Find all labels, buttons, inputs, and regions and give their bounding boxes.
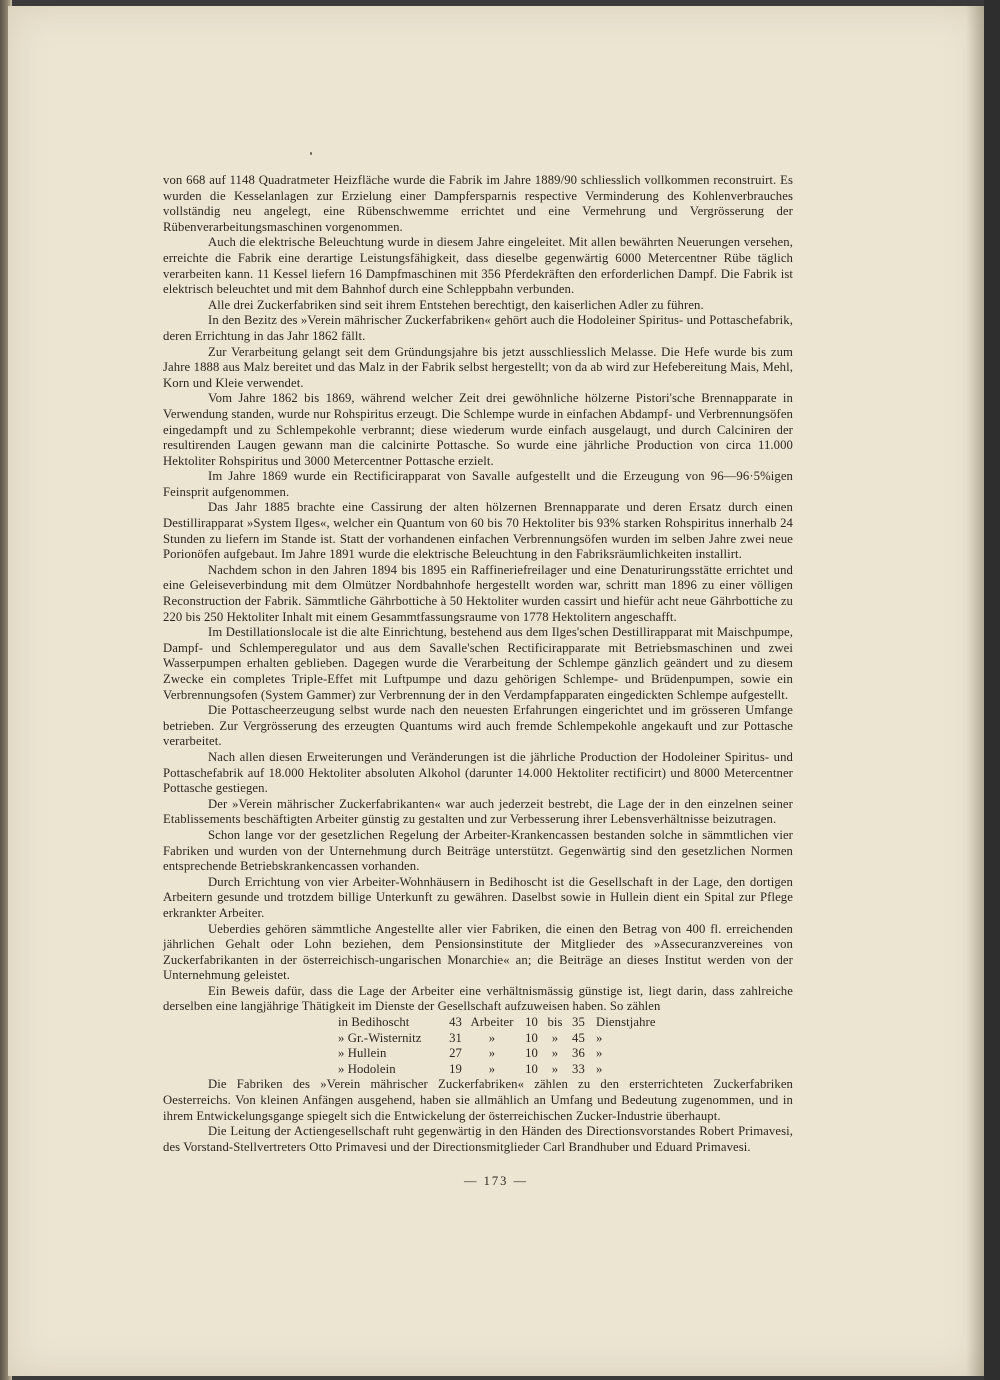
table-cell-to: 45 [572, 1030, 585, 1045]
paragraph: Auch die elektrische Beleuchtung wurde in diesem Jahre eingeleitet. Mit allen bewährten Neuerungen versehen, erreichte die Fabrik eine derartige Leistungsfähigkeit, dass dieselbe gegenwärtig 6000 Metercentner Rübe täglich verarbeiten kann. 11 Kessel liefern 16 Dampfmaschinen mit 356 Pferdekräften den erforderlichen Dampf. Die Fabrik ist elektrisch beleuchtet und mit dem Bahnhof durch eine Schleppbahn verbunden. [163, 235, 793, 297]
paragraph: Ueberdies gehören sämmtliche Angestellte aller vier Fabriken, die einen den Betrag von 400 fl. erreichenden jährlichen Gehalt oder Lohn beziehen, dem Pensionsinstitute der Mitglieder des »Assecuranzvereines von Zuckerfabrikanten in der österreichisch-ungarischen Monarchie« an; die Beiträge an dieses Institut werden von der Unternehmung geleistet. [163, 921, 793, 983]
table-cell-from: 10 [525, 1030, 538, 1045]
table-cell-bis: » [551, 1046, 559, 1061]
paragraph: Nach allen diesen Erweiterungen und Veränderungen ist die jährliche Production der Hodoleiner Spiritus- und Pottaschefabrik auf 18.000 Hektoliter absoluten Alkohol (darunter 14.000 Hektoliter rectificirt) und 8000 Metercentner Pottasche gestiegen. [163, 749, 793, 796]
book-page [8, 6, 984, 1376]
table-cell-from: 10 [525, 1061, 538, 1076]
paragraph: In den Bezitz des »Verein mährischer Zuckerfabriken« gehört auch die Hodoleiner Spiritus- und Pottaschefabrik, deren Errichtung in das Jahr 1862 fällt. [163, 313, 793, 343]
table-row [338, 1015, 662, 1031]
table-cell-unit: Arbeiter [470, 1015, 514, 1030]
table-cell-bis: » [551, 1061, 559, 1076]
table-cell-count: 27 [449, 1046, 462, 1061]
paragraph: Im Destillationslocale ist die alte Einrichtung, bestehend aus dem Ilges'schen Destillirapparat mit Maischpumpe, Dampf- und Schlemperegulator und aus dem Savalle'schen Rectificirapparate mit Betriebsmaschinen und zwei Wasserpumpen erhalten geblieben. Dagegen wurde die Verarbeitung der Schlempe gänzlich geändert und zu diesem Zwecke ein completes Triple-Effet mit Luftpumpe und dazu gehörigen Schlempe- und Brüdenpumpen, sowie ein Verbrennungsofen (System Gammer) zur Verbrennung der in den Verdampfapparaten eingedickten Schlempe aufgestellt. [163, 625, 793, 702]
table-cell-to: 36 [572, 1046, 585, 1061]
scan-right-border [984, 0, 1000, 1380]
page-number: — 173 — [464, 1174, 528, 1188]
table-cell-label: » [596, 1061, 603, 1076]
table-cell-bis: bis [547, 1015, 563, 1030]
table-row [338, 1062, 662, 1078]
paragraph: Vom Jahre 1862 bis 1869, während welcher Zeit drei gewöhnliche hölzerne Pistori'sche Brennapparate in Verwendung standen, wurde nur Rohspiritus erzeugt. Die Schlempe wurde in einfachen Abdampf- und Verbrennungsöfen eingedampft und zu Schlempekohle verbrannt; diese wiederum wurde einfach ausgelaugt, und durch Calciniren der resultirenden Laugen gewann man die calcinirte Pottasche. So wurde eine jährliche Production von circa 11.000 Hektoliter Rohspiritus und 3000 Metercentner Pottasche erzielt. [163, 391, 793, 468]
table-cell-label: » [596, 1046, 603, 1061]
table-cell-label: Dienstjahre [596, 1015, 656, 1030]
body-text [163, 173, 793, 1155]
paragraph: Zur Verarbeitung gelangt seit dem Gründungsjahre bis jetzt ausschliesslich Melasse. Die Hefe wurde bis zum Jahre 1888 aus Malz bereitet und das Malz in der Fabrik selbst hergestellt; von da ab wird zur Hefebereitung Mais, Mehl, Korn und Kleie verwendet. [163, 344, 793, 390]
table-cell-label: » [596, 1030, 603, 1045]
page-edge-shadow [966, 6, 984, 1376]
paragraph: Im Jahre 1869 wurde ein Rectificirapparat von Savalle aufgestellt und die Erzeugung von 96—96·5%igen Feinsprit aufgenommen. [163, 469, 793, 499]
table-cell-from: 10 [525, 1046, 538, 1061]
table-cell-place: » Gr.-Wisternitz [338, 1030, 422, 1045]
table-cell-from: 10 [525, 1015, 538, 1030]
paragraph: Schon lange vor der gesetzlichen Regelung der Arbeiter-Krankencassen bestanden solche in sämmtlichen vier Fabriken und wurden von der Unternehmung durch Beiträge unterstützt. Gegenwärtig sind den gesetzlichen Normen entsprechende Betriebskrankencassen vorhanden. [163, 827, 793, 874]
table-cell-count: 31 [449, 1030, 462, 1045]
table-cell-unit: » [488, 1061, 496, 1076]
paragraph: Durch Errichtung von vier Arbeiter-Wohnhäusern in Bedihoscht ist die Gesellschaft in der Lage, den dortigen Arbeitern gesunde und trotzdem billige Unterkunft zu gewähren. Daselbst sowie in Hullein dient ein Spital zur Pflege erkrankter Arbeiter. [163, 874, 793, 920]
paragraph: Nachdem schon in den Jahren 1894 bis 1895 ein Raffineriefreilager und eine Denaturirungsstätte errichtet und eine Geleiseverbindung mit dem Olmützer Nordbahnhofe hergestellt worden war, schritt man 1896 zu einer völligen Reconstruction der Fabrik. Sämmtliche Gährbottiche à 50 Hektoliter wurden cassirt und hiefür acht neue Gährbottiche zu 220 bis 250 Hektoliter Inhalt mit einem Gesammtfassungsraume von 1778 Hektolitern angeschafft. [163, 562, 793, 624]
paragraph: Der »Verein mährischer Zuckerfabrikanten« war auch jederzeit bestrebt, die Lage der in den einzelnen seiner Etablissements beschäftigten Arbeiter günstig zu gestalten und zur Verbesserung ihrer Lebensverhältnisse beizutragen. [163, 796, 793, 827]
table-cell-unit: » [488, 1046, 496, 1061]
workers-service-table [338, 1015, 662, 1077]
table-row [338, 1046, 662, 1062]
paragraph: von 668 auf 1148 Quadratmeter Heizfläche wurde die Fabrik im Jahre 1889/90 schliesslich vollkommen reconstruirt. Es wurden die Kesselanlagen zur Erzielung einer Dampfersparnis respective Verminderung des Kohlenverbrauches vollständig neu angelegt, eine Rübenschwemme errichtet und eine Vermehrung und Vergrösserung der Rübenverarbeitungsmaschinen vorgenommen. [163, 173, 793, 234]
table-cell-to: 33 [572, 1061, 585, 1076]
paragraph: Alle drei Zuckerfabriken sind seit ihrem Entstehen berechtigt, den kaiserlichen Adler zu führen. [208, 297, 704, 312]
paragraph: Ein Beweis dafür, dass die Lage der Arbeiter eine verhältnismässig günstige ist, liegt darin, dass zahlreiche derselben eine langjährige Thätigkeit im Dienste der Gesellschaft aufzuweisen haben. So zählen [163, 983, 793, 1014]
paragraph: Die Fabriken des »Verein mährischer Zuckerfabriken« zählen zu den ersterrichteten Zuckerfabriken Oesterreichs. Von kleinen Anfängen ausgehend, haben sie allmählich an Umfang und Bedeutung zugenommen, und in ihrem Entwickelungsgange spiegelt sich die Entwickelung der österreichischen Zucker-Industrie überhaupt. [163, 1077, 793, 1123]
table-cell-count: 43 [449, 1015, 462, 1030]
table-cell-place: » Hullein [338, 1046, 387, 1061]
table-cell-count: 19 [449, 1061, 462, 1076]
table-cell-bis: » [551, 1030, 559, 1045]
table-cell-place: » Hodolein [338, 1061, 396, 1076]
paragraph: Das Jahr 1885 brachte eine Cassirung der alten hölzernen Brennapparate und deren Ersatz durch einen Destillirapparat »System Ilges«, welcher ein Quantum von 60 bis 70 Hektoliter bis 93% starken Rohspiritus innerhalb 24 Stunden zu liefern im Stande ist. Statt der vorhandenen einfachen Verbrennungsöfen wurden im selben Jahre zwei neue Porionöfen aufgebaut. Im Jahre 1891 wurde die elektrische Beleuchtung in den Fabriksräumlichkeiten installirt. [163, 500, 793, 562]
table-cell-place: in Bedihoscht [338, 1015, 410, 1030]
paper-speck [310, 152, 312, 155]
paragraph: Die Leitung der Actiengesellschaft ruht gegenwärtig in den Händen des Directionsvorstandes Robert Primavesi, des Vorstand-Stellvertreters Otto Primavesi und der Directionsmitglieder Carl Brandhuber und Eduard Primavesi. [163, 1124, 793, 1154]
table-row [338, 1031, 662, 1047]
table-cell-unit: » [488, 1030, 496, 1045]
paragraph: Die Pottascheerzeugung selbst wurde nach den neuesten Erfahrungen eingerichtet und im grösseren Umfange betrieben. Zur Vergrösserung des erzeugten Quantums wird auch fremde Schlempekohle angekauft und zur Pottasche verarbeitet. [163, 703, 793, 749]
table-cell-to: 35 [572, 1015, 585, 1030]
